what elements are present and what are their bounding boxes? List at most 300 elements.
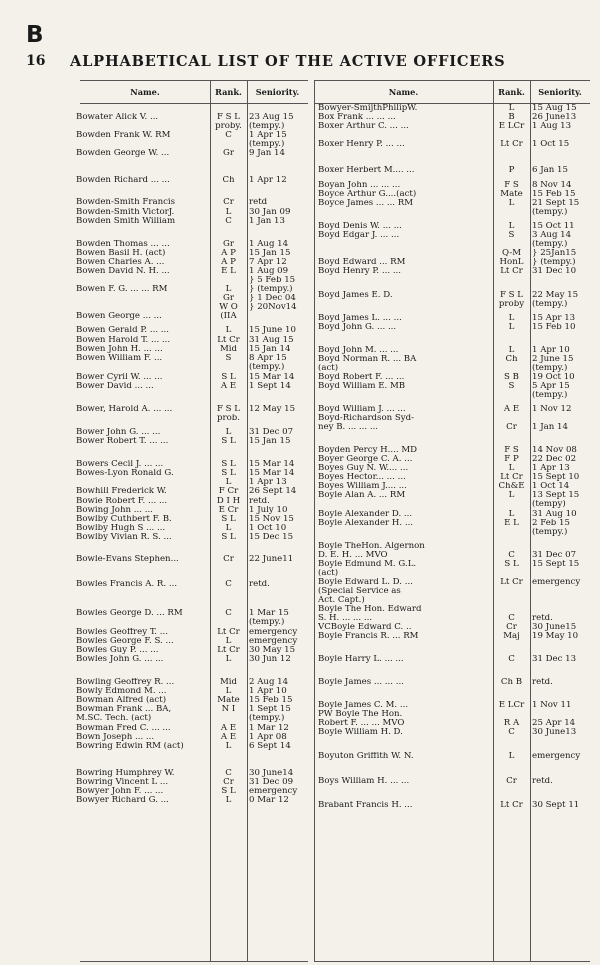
- officer-rank: L: [508, 104, 515, 113]
- officer-rank: C: [225, 217, 232, 226]
- officer-seniority: } 5 Feb 15: [249, 276, 296, 285]
- officer-rank: Cr: [223, 198, 234, 207]
- officer-seniority: 15 June 10: [249, 326, 296, 335]
- officer-seniority: 15 Dec 15: [249, 533, 294, 542]
- officer-name: Boyle The Hon. Edward: [318, 605, 422, 614]
- officer-seniority: 19 Oct 10: [532, 373, 575, 382]
- officer-rank: S L: [221, 787, 236, 796]
- officer-rank: (IIA: [220, 312, 237, 321]
- officer-rank: Lt Cr: [500, 801, 523, 810]
- officer-seniority: 6 Sept 14: [249, 742, 291, 751]
- officer-seniority: 1 Aug 09: [249, 267, 289, 276]
- officer-rank: prob.: [216, 414, 241, 423]
- officer-seniority: (tempy.): [532, 240, 568, 249]
- officer-seniority: 1 Apr 10: [532, 346, 570, 355]
- officer-seniority: 30 Jun 12: [249, 655, 291, 664]
- officer-rank: Lt Cr: [500, 473, 523, 482]
- officer-seniority: 1 Aug 13: [532, 122, 572, 131]
- officer-seniority: 7 Apr 12: [249, 258, 287, 267]
- officer-rank: S L: [504, 560, 519, 569]
- officer-seniority: 15 Jan 14: [249, 345, 291, 354]
- col-header-seniority: Seniority.: [255, 87, 300, 97]
- officer-rank: HonL: [499, 258, 524, 267]
- officer-name: Boyce James ... ... RM: [318, 199, 414, 208]
- officer-seniority: (tempy.): [532, 391, 568, 400]
- officer-seniority: 15 Feb 15: [532, 190, 576, 199]
- officer-seniority: 12 May 15: [249, 405, 296, 414]
- officer-name: Boyle James C. M. ...: [318, 701, 409, 710]
- officer-name: Bowhill Frederick W.: [76, 487, 167, 496]
- officer-seniority: emergency: [249, 787, 298, 796]
- left-table: [76, 80, 308, 962]
- officer-name: S. H. ... ... ...: [318, 614, 373, 623]
- officer-rank: S: [508, 382, 515, 391]
- officer-name: Bower David ... ...: [76, 382, 154, 391]
- officer-seniority: 21 Sept 15: [532, 199, 580, 208]
- officer-rank: S: [225, 354, 232, 363]
- officer-rank: Lt Cr: [217, 336, 240, 345]
- officer-seniority: 31 Dec 10: [532, 267, 577, 276]
- officer-name: Bowden Thomas ... ...: [76, 240, 170, 249]
- officer-seniority: (tempy.): [532, 364, 568, 373]
- officer-name: Boyd James E. D.: [318, 291, 393, 300]
- officer-name: Bowden Smith William: [76, 217, 176, 226]
- officer-rank: Gr: [223, 294, 234, 303]
- officer-rank: L: [225, 655, 232, 664]
- officer-name: (Special Service as: [318, 587, 401, 596]
- officer-seniority: 3 Aug 14: [532, 231, 572, 240]
- officer-rank: L: [225, 742, 232, 751]
- officer-name: Bowen David N. H. ...: [76, 267, 170, 276]
- officer-name: Boyan John ... ... ...: [318, 181, 401, 190]
- officer-name: Boys William H. ... ...: [318, 777, 410, 786]
- officer-name: Box Frank ... ... ...: [318, 113, 396, 122]
- officer-seniority: 1 Nov 12: [532, 405, 572, 414]
- officer-rank: E LCr: [498, 701, 525, 710]
- officer-rank: L: [225, 208, 232, 217]
- officer-name: Bowater Alick V. ...: [76, 113, 159, 122]
- officer-seniority: 31 Dec 13: [532, 655, 577, 664]
- officer-name: Bowers Cecil J. ... ...: [76, 460, 164, 469]
- officer-seniority: 30 June14: [249, 769, 294, 778]
- officer-rank: F S L: [216, 405, 241, 414]
- officer-seniority: 15 Jan 15: [249, 437, 291, 446]
- officer-seniority: 2 Aug 14: [249, 678, 289, 687]
- officer-name: VCBoyle Edward C. ..: [318, 623, 412, 632]
- officer-seniority: retd.: [532, 614, 553, 623]
- officer-name: Bowyer Richard G. ...: [76, 796, 169, 805]
- officer-rank: E Cr: [218, 506, 239, 515]
- officer-rank: A E: [220, 724, 237, 733]
- officer-seniority: 15 Jan 15: [249, 249, 291, 258]
- officer-rank: proby.: [215, 122, 242, 131]
- officer-rank: L: [508, 491, 515, 500]
- officer-seniority: 1 Nov 11: [532, 701, 572, 710]
- officer-seniority: 1 Sept 14: [249, 382, 291, 391]
- officer-seniority: 1 Apr 15: [249, 131, 287, 140]
- officer-name: Boyle Alan A. ... RM: [318, 491, 406, 500]
- officer-name: Bowen Charles A. ...: [76, 258, 165, 267]
- officer-seniority: 30 June15: [532, 623, 577, 632]
- page-number: 16: [26, 53, 46, 69]
- officer-rank: N I: [221, 705, 236, 714]
- officer-name: Bowen Basil H. (act): [76, 249, 166, 258]
- officer-name: Boyle William H. D.: [318, 728, 403, 737]
- officer-name: Bowden Richard ... ...: [76, 176, 170, 185]
- officer-seniority: 1 Jan 13: [249, 217, 285, 226]
- officer-rank: Cr: [223, 778, 234, 787]
- officer-seniority: emergency: [532, 752, 581, 761]
- officer-rank: Ch B: [500, 678, 523, 687]
- officer-name: Boxer Herbert M.... ...: [318, 166, 415, 175]
- officer-seniority: 1 Oct 14: [532, 482, 570, 491]
- officer-rank: C: [508, 728, 515, 737]
- officer-seniority: retd: [249, 198, 268, 207]
- officer-name: Bown Joseph ... ...: [76, 733, 155, 742]
- officer-name: Boyd Edgar J. ... ...: [318, 231, 400, 240]
- officer-seniority: 22 Dec 02: [532, 455, 577, 464]
- officer-rank: proby: [498, 300, 525, 309]
- officer-rank: L: [225, 637, 232, 646]
- officer-name: Boyle TheHon. Algernon: [318, 542, 425, 551]
- officer-seniority: (tempy.): [532, 528, 568, 537]
- officer-seniority: 1 Mar 15: [249, 609, 289, 618]
- officer-name: Bowes-Lyon Ronald G.: [76, 469, 174, 478]
- officer-name: Bowden George W. ...: [76, 149, 170, 158]
- officer-name: Boyd William J. ... ...: [318, 405, 406, 414]
- officer-seniority: 15 Sept 10: [532, 473, 580, 482]
- officer-seniority: emergency: [249, 628, 298, 637]
- officer-rank: Lt Cr: [217, 646, 240, 655]
- officer-name: Boyle Edward L. D. ...: [318, 578, 413, 587]
- officer-name: Bowyer-SmijthPhilipW.: [318, 104, 418, 113]
- officer-name: Bower John G. ... ...: [76, 428, 161, 437]
- officer-rank: L: [225, 478, 232, 487]
- officer-rank: S L: [221, 515, 236, 524]
- officer-name: Robert F. ... ... MVO: [318, 719, 405, 728]
- officer-rank: A E: [220, 382, 237, 391]
- officer-rank: Gr: [223, 240, 234, 249]
- officer-seniority: 1 Oct 10: [249, 524, 287, 533]
- officer-name: Bowen F. G. ... ... RM: [76, 285, 168, 294]
- officer-rank: C: [225, 769, 232, 778]
- officer-name: Boyd Robert F. ... ...: [318, 373, 405, 382]
- officer-rank: Mate: [500, 190, 523, 199]
- officer-seniority: 1 Apr 13: [249, 478, 287, 487]
- officer-name: Bowman Alfred (act): [76, 696, 167, 705]
- officer-name: Bowles Guy P. ... ...: [76, 646, 159, 655]
- officer-seniority: 1 July 10: [249, 506, 288, 515]
- officer-rank: E L: [221, 267, 236, 276]
- officer-rank: Mate: [217, 696, 240, 705]
- officer-name: (act): [318, 364, 339, 373]
- officer-name: Bowle-Evans Stephen...: [76, 555, 179, 564]
- officer-rank: Mid: [219, 345, 238, 354]
- officer-name: Boyd Denis W. ... ...: [318, 222, 402, 231]
- officer-name: Bowen Harold T. ... ...: [76, 336, 171, 345]
- officer-name: Bowden Frank W. RM: [76, 131, 171, 140]
- officer-name: Bowles John G. ... ...: [76, 655, 164, 664]
- officer-seniority: 30 May 15: [249, 646, 296, 655]
- officer-name: Boyle Francis R. ... RM: [318, 632, 419, 641]
- officer-seniority: } 1 Dec 04: [249, 294, 296, 303]
- officer-rank: W O: [219, 303, 238, 312]
- officer-name: Bowen John H. ... ...: [76, 345, 163, 354]
- officer-seniority: 6 Jan 15: [532, 166, 568, 175]
- officer-name: Boyd William E. MB: [318, 382, 406, 391]
- officer-name: D. E. H. ... MVO: [318, 551, 388, 560]
- col-header-seniority: Seniority.: [538, 87, 582, 97]
- officer-seniority: 1 Apr 10: [249, 687, 287, 696]
- officer-rank: L: [225, 524, 232, 533]
- officer-seniority: 15 Oct 11: [532, 222, 575, 231]
- officer-rank: Lt Cr: [500, 267, 523, 276]
- officer-name: Boyle Harry L. ... ...: [318, 655, 404, 664]
- officer-seniority: 31 Aug 15: [249, 336, 294, 345]
- officer-seniority: (tempy.): [249, 714, 285, 723]
- officer-rank: F Cr: [218, 487, 239, 496]
- section-letter: B: [26, 22, 44, 48]
- officer-seniority: 1 Oct 15: [532, 140, 570, 149]
- officer-rank: Ch: [505, 355, 518, 364]
- officer-name: Bowden-Smith Francis: [76, 198, 176, 207]
- officer-rank: L: [225, 428, 232, 437]
- officer-seniority: retd.: [532, 777, 553, 786]
- officer-seniority: 1 Apr 12: [249, 176, 287, 185]
- officer-name: Boyce Arthur G....(act): [318, 190, 417, 199]
- officer-rank: F S: [504, 446, 519, 455]
- officer-seniority: 26 Sept 14: [249, 487, 297, 496]
- officer-rank: C: [508, 614, 515, 623]
- officer-rank: L: [508, 314, 515, 323]
- officer-seniority: 26 June13: [532, 113, 577, 122]
- officer-seniority: 8 Nov 14: [532, 181, 572, 190]
- officer-rank: Q-M: [501, 249, 522, 258]
- header-rule: [80, 103, 308, 104]
- officer-rank: Lt Cr: [500, 140, 523, 149]
- officer-seniority: } 25Jan15: [532, 249, 577, 258]
- officer-name: Boyes William J.... ...: [318, 482, 407, 491]
- officer-rank: L: [508, 222, 515, 231]
- officer-name: Boyd-Richardson Syd-: [318, 414, 415, 423]
- officer-rank: A P: [221, 249, 236, 258]
- officer-rank: S L: [221, 460, 236, 469]
- officer-seniority: 9 Jan 14: [249, 149, 285, 158]
- officer-seniority: emergency: [532, 578, 581, 587]
- officer-seniority: 1 Apr 13: [532, 464, 570, 473]
- officer-rank: L: [225, 687, 232, 696]
- officer-seniority: 1 Jan 14: [532, 423, 568, 432]
- officer-seniority: 8 Apr 15: [249, 354, 287, 363]
- officer-name: Boyd Henry P. ... ...: [318, 267, 402, 276]
- officer-rank: A E: [220, 733, 237, 742]
- officer-seniority: 5 Apr 15: [532, 382, 570, 391]
- officer-seniority: (tempy): [532, 500, 566, 509]
- officer-seniority: 15 Feb 15: [249, 696, 293, 705]
- officer-rank: L: [508, 346, 515, 355]
- right-entries: [314, 105, 590, 961]
- officer-rank: Mid: [219, 678, 238, 687]
- officer-rank: Cr: [506, 623, 517, 632]
- officer-rank: E L: [504, 519, 519, 528]
- officer-seniority: 19 May 10: [532, 632, 579, 641]
- officer-name: Bowie Robert F. ... ...: [76, 497, 168, 506]
- officer-seniority: 31 Dec 07: [532, 551, 577, 560]
- officer-name: Bowring Vincent L ...: [76, 778, 169, 787]
- officer-rank: C: [225, 580, 232, 589]
- officer-seniority: (tempy.): [532, 208, 568, 217]
- officer-rank: L: [508, 752, 515, 761]
- officer-name: Boyle Alexander H. ...: [318, 519, 414, 528]
- officer-name: Boyd John G. ... ...: [318, 323, 397, 332]
- officer-rank: L: [225, 326, 232, 335]
- officer-seniority: 22 June11: [249, 555, 294, 564]
- officer-rank: F S L: [216, 113, 241, 122]
- officer-seniority: 1 Mar 12: [249, 724, 289, 733]
- officer-seniority: 15 Apr 13: [532, 314, 576, 323]
- officer-rank: Ch: [222, 176, 235, 185]
- officer-seniority: 15 Mar 14: [249, 469, 295, 478]
- officer-seniority: 22 May 15: [532, 291, 579, 300]
- officer-name: Boyes Guy N. W.... ...: [318, 464, 409, 473]
- officer-name: Bowlby Cuthbert F. B.: [76, 515, 172, 524]
- officer-name: Bowles George F. S. ...: [76, 637, 174, 646]
- officer-seniority: } (tempy.): [532, 258, 576, 267]
- officer-rank: S L: [221, 437, 236, 446]
- officer-seniority: } 20Nov14: [249, 303, 297, 312]
- officer-rank: E LCr: [498, 122, 525, 131]
- officer-name: Boyes Hector... ... ...: [318, 473, 406, 482]
- officer-seniority: retd.: [249, 497, 270, 506]
- officer-name: Boyle Edmund M. G.L.: [318, 560, 417, 569]
- left-entries: [76, 105, 308, 961]
- officer-rank: Lt Cr: [500, 578, 523, 587]
- officer-seniority: 15 Mar 14: [249, 373, 295, 382]
- officer-name: Bower Robert T. ... ...: [76, 437, 169, 446]
- officer-name: Boyle James ... ... ...: [318, 678, 404, 687]
- officer-name: Bowles Geoffrey T. ...: [76, 628, 168, 637]
- officer-rank: F P: [504, 455, 519, 464]
- officer-rank: L: [508, 510, 515, 519]
- officer-seniority: 31 Aug 10: [532, 510, 577, 519]
- officer-seniority: 2 Feb 15: [532, 519, 570, 528]
- officer-name: Act. Capt.): [318, 596, 365, 605]
- officer-name: Bowring Edwin RM (act): [76, 742, 184, 751]
- officer-seniority: 14 Nov 08: [532, 446, 577, 455]
- officer-seniority: 1 Sept 15: [249, 705, 291, 714]
- col-header-rank: Rank.: [215, 87, 242, 97]
- officer-rank: P: [508, 166, 515, 175]
- officer-rank: C: [508, 551, 515, 560]
- officer-seniority: 23 Aug 15: [249, 113, 294, 122]
- officer-seniority: } (tempy.): [249, 285, 293, 294]
- officer-rank: B: [508, 113, 515, 122]
- officer-rank: S L: [221, 469, 236, 478]
- officer-seniority: (tempy.): [532, 300, 568, 309]
- col-header-rank: Rank.: [498, 87, 525, 97]
- officer-seniority: 25 Apr 14: [532, 719, 576, 728]
- officer-rank: S B: [504, 373, 519, 382]
- officer-seniority: 1 Apr 08: [249, 733, 287, 742]
- officer-seniority: (tempy.): [249, 618, 285, 627]
- officer-rank: Gr: [223, 149, 234, 158]
- officer-rank: S L: [221, 533, 236, 542]
- officer-name: Boyd John M. ... ...: [318, 346, 399, 355]
- officer-rank: L: [508, 199, 515, 208]
- officer-rank: Ch&E: [498, 482, 525, 491]
- officer-rank: Lt Cr: [217, 628, 240, 637]
- officer-rank: F S: [504, 181, 519, 190]
- officer-name: Boyd Edward ... RM: [318, 258, 406, 267]
- officer-name: Bowen Gerald P. ... ...: [76, 326, 169, 335]
- col-header-name: Name.: [388, 87, 419, 97]
- officer-name: Boyer George C. A. ...: [318, 455, 413, 464]
- officer-seniority: 15 Nov 15: [249, 515, 294, 524]
- officer-rank: C: [225, 131, 232, 140]
- officer-seniority: 31 Dec 07: [249, 428, 294, 437]
- officer-name: Brabant Francis H. ...: [318, 801, 413, 810]
- officer-rank: Cr: [506, 423, 517, 432]
- officer-name: Bowman Fred C. ... ...: [76, 724, 171, 733]
- officer-name: Boxer Arthur C. ... ...: [318, 122, 409, 131]
- officer-rank: R A: [503, 719, 520, 728]
- officer-rank: A E: [503, 405, 520, 414]
- officer-name: Bowman Frank ... BA,: [76, 705, 172, 714]
- officer-rank: S: [508, 231, 515, 240]
- officer-name: (act): [318, 569, 339, 578]
- officer-name: Boxer Henry P. ... ...: [318, 140, 405, 149]
- officer-seniority: 0 Mar 12: [249, 796, 289, 805]
- officer-seniority: 15 Mar 14: [249, 460, 295, 469]
- officer-name: Bowling Geoffrey R. ...: [76, 678, 175, 687]
- officer-seniority: 15 Feb 10: [532, 323, 576, 332]
- officer-name: Bowly Edmond M. ...: [76, 687, 167, 696]
- officer-seniority: 15 Sept 15: [532, 560, 580, 569]
- officer-name: Bowles George D. ... RM: [76, 609, 183, 618]
- officer-seniority: retd.: [532, 678, 553, 687]
- officer-rank: L: [225, 796, 232, 805]
- officer-seniority: 1 Aug 14: [249, 240, 289, 249]
- officer-rank: Cr: [223, 555, 234, 564]
- officer-rank: L: [508, 464, 515, 473]
- officer-seniority: emergency: [249, 637, 298, 646]
- officer-rank: F S L: [499, 291, 524, 300]
- officer-name: Bowing John ... ...: [76, 506, 153, 515]
- officer-rank: C: [508, 655, 515, 664]
- officer-seniority: 13 Sept 15: [532, 491, 580, 500]
- officer-name: Boyle Alexander D. ...: [318, 510, 413, 519]
- officer-name: Bowlby Hugh S ... ...: [76, 524, 166, 533]
- officer-seniority: 15 Aug 15: [532, 104, 577, 113]
- officer-seniority: 31 Dec 09: [249, 778, 294, 787]
- officer-seniority: 30 June13: [532, 728, 577, 737]
- officer-name: Boyd Norman R. ... BA: [318, 355, 417, 364]
- officer-seniority: 30 Jan 09: [249, 208, 291, 217]
- officer-name: Bowen George ... ...: [76, 312, 162, 321]
- officer-name: M.SC. Tech. (act): [76, 714, 152, 723]
- officer-name: Bowden-Smith VictorJ.: [76, 208, 175, 217]
- officer-rank: C: [225, 609, 232, 618]
- officer-seniority: retd.: [249, 580, 270, 589]
- officer-rank: D I H: [216, 497, 241, 506]
- col-header-name: Name.: [130, 87, 160, 97]
- officer-name: Boyd James L. ... ...: [318, 314, 402, 323]
- officer-seniority: (tempy.): [249, 363, 285, 372]
- officer-name: Bowring Humphrey W.: [76, 769, 175, 778]
- page-title: ALPHABETICAL LIST OF THE ACTIVE OFFICERS: [70, 53, 506, 70]
- officer-seniority: (tempy.): [249, 140, 285, 149]
- right-table: [314, 80, 590, 962]
